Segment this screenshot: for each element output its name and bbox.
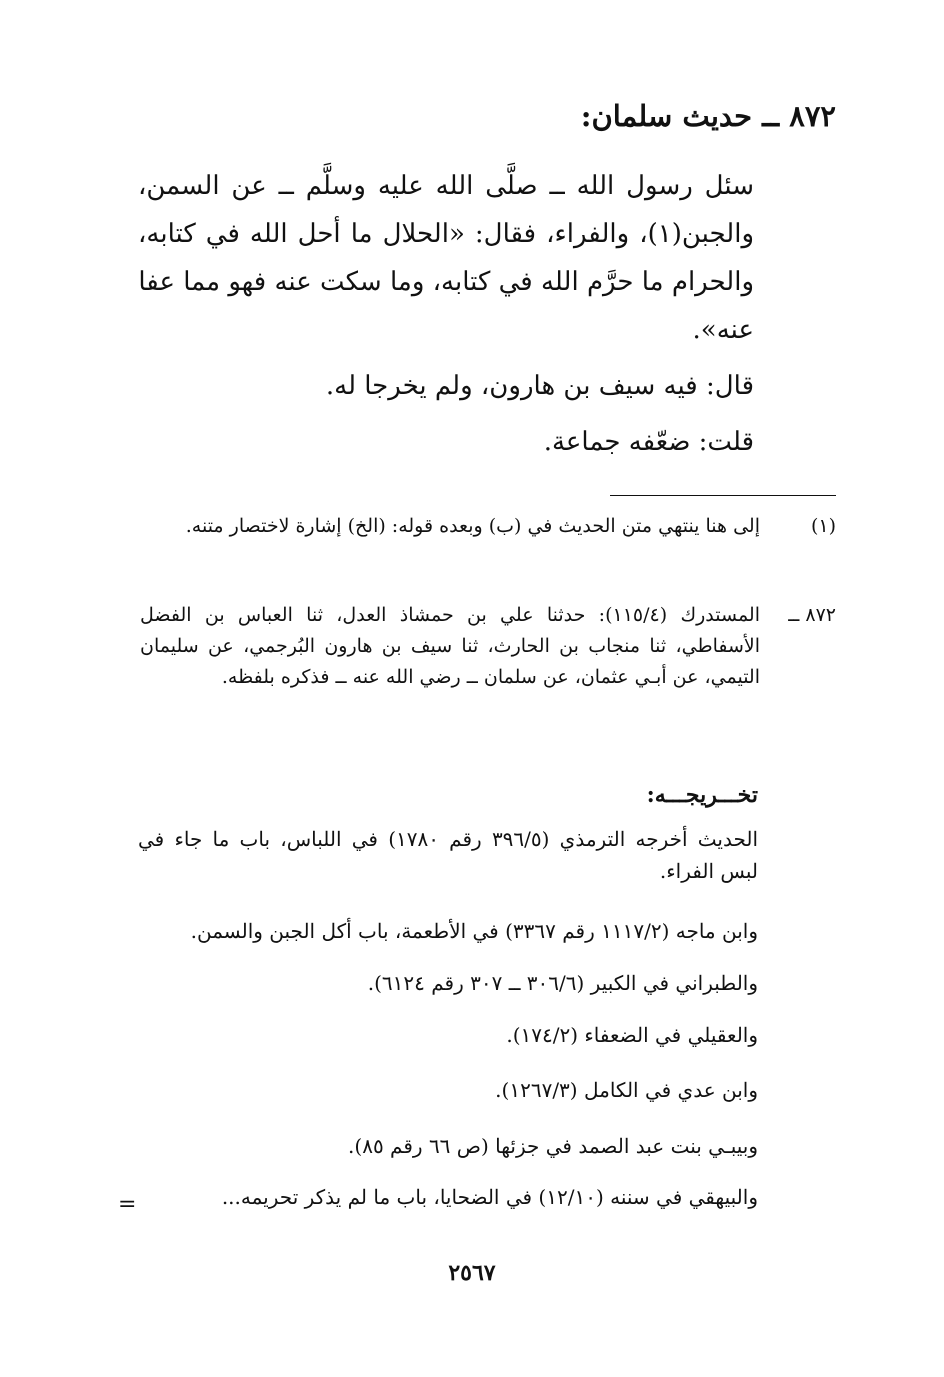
continuation-mark: = bbox=[118, 1192, 137, 1217]
footnote-separator bbox=[610, 495, 836, 496]
takhrij-item: وبيبـي بنت عبد الصمد في جزئها (ص ٦٦ رقم ٨٥). bbox=[348, 1134, 758, 1158]
footnote-text: المستدرك (١١٥/٤): حدثنا علي بن حمشاذ العدل، ثنا العباس بن الفضل الأسفاطي، ثنا منجاب بن الحارث، ثنا سيف بن هارون البُرجمي، عن سليمان التيمي، عن أبـي عثمان، عن سلمان ــ رضي الله عنه ــ فذكره بلفظه. bbox=[140, 604, 761, 688]
takhrij-item: وابن عدي في الكامل (١٢٦٧/٣). bbox=[495, 1078, 758, 1102]
page-number: ٢٥٦٧ bbox=[448, 1260, 496, 1286]
editor-note-qala: قال: فيه سيف بن هارون، ولم يخرجا له. bbox=[325, 371, 754, 401]
editor-note-qultu: قلت: ضعّفه جماعة. bbox=[543, 427, 754, 457]
footnote-872 bbox=[136, 600, 836, 693]
takhrij-item: وابن ماجه (١١١٧/٢ رقم ٣٣٦٧) في الأطعمة، باب أكل الجبن والسمن. bbox=[190, 919, 758, 943]
footnote-number: ٨٧٢ ــ bbox=[788, 604, 836, 626]
takhrij-item: والطبراني في الكبير (٣٠٦/٦ ــ ٣٠٧ رقم ٦١٢٤). bbox=[367, 971, 758, 995]
takhrij-heading: تخـــريجـــه: bbox=[646, 782, 758, 808]
footnote-number: (١) bbox=[810, 515, 836, 537]
hadith-matn-tail: عنه». bbox=[692, 315, 754, 345]
takhrij-item: الحديث أخرجه الترمذي (٣٩٦/٥ رقم ١٧٨٠) في اللباس، باب ما جاء في لبس الفراء. bbox=[138, 827, 758, 883]
footnote-1 bbox=[136, 511, 836, 542]
takhrij-item: والعقيلي في الضعفاء (١٧٤/٢). bbox=[506, 1023, 758, 1047]
hadith-matn: سئل رسول الله ــ صلَّى الله عليه وسلَّم ــ عن السمن، والجبن(١)، والفراء، فقال: «الحلال ما أحل الله في كتابه، والحرام ما حرَّم الله في كتابه، وما سكت عنه فهو مما عفا bbox=[138, 171, 754, 297]
hadith-text bbox=[138, 162, 754, 354]
footnote-text: إلى هنا ينتهي متن الحديث في (ب) وبعده قوله: (الخ) إشارة لاختصار متنه. bbox=[185, 515, 760, 537]
hadith-title: ٨٧٢ ــ حديث سلمان: bbox=[580, 99, 836, 133]
takhrij-item: والبيهقي في سننه (١٢/١٠) في الضحايا، باب ما لم يذكر تحريمه... bbox=[221, 1185, 758, 1209]
